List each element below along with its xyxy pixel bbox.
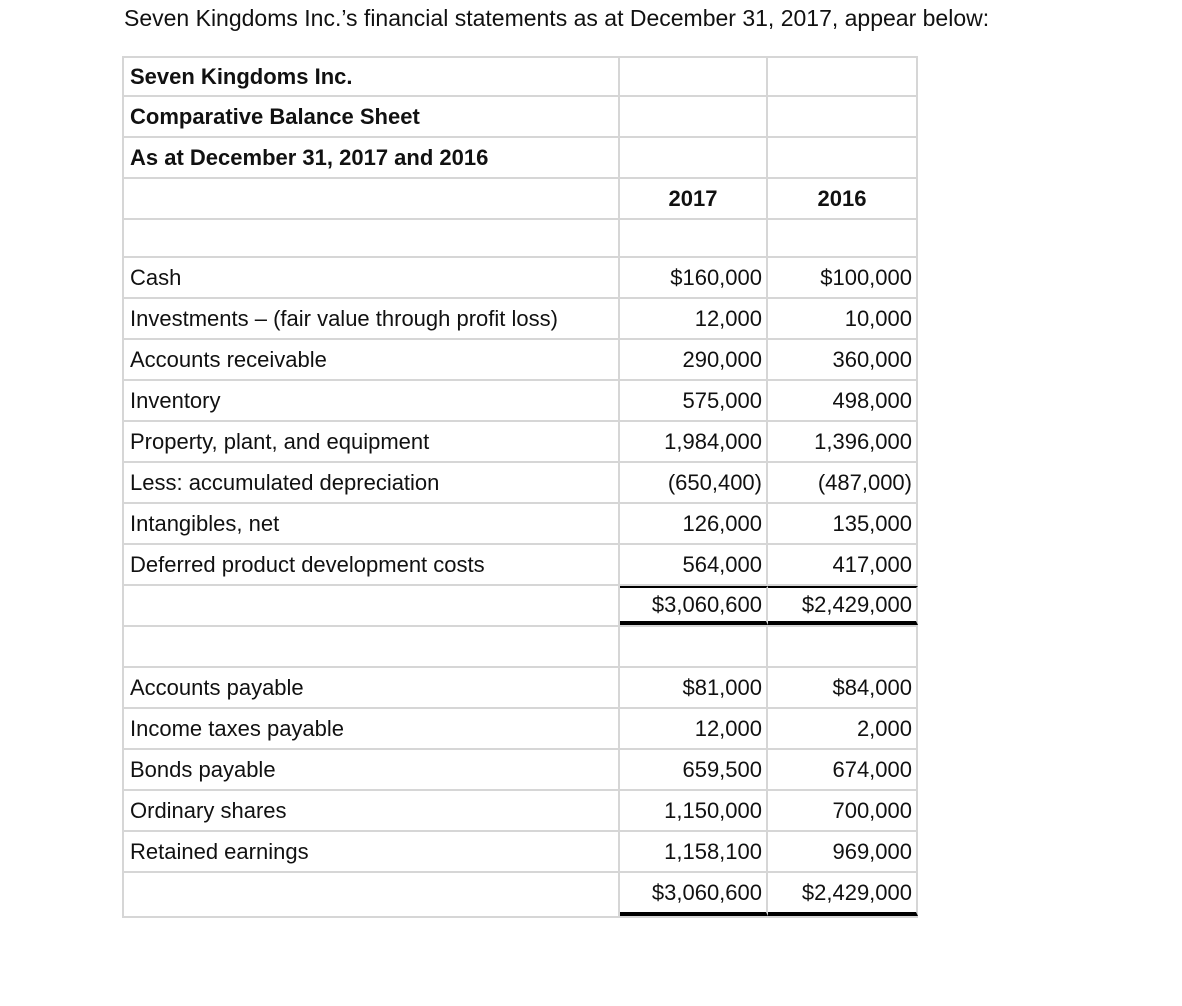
table-row: Income taxes payable 12,000 2,000 xyxy=(122,709,918,750)
table-row: Ordinary shares 1,150,000 700,000 xyxy=(122,791,918,832)
table-row: Accounts receivable 290,000 360,000 xyxy=(122,340,918,381)
assets-section xyxy=(122,258,918,627)
table-row: Less: accumulated depreciation (650,400) (487,000) xyxy=(122,463,918,504)
header-row-statement xyxy=(122,97,918,138)
table-row: Property, plant, and equipment 1,984,000 1,396,000 xyxy=(122,422,918,463)
assets-total-2016: $2,429,000 xyxy=(768,586,918,625)
statement-date: As at December 31, 2017 and 2016 xyxy=(122,138,620,177)
table-row: Bonds payable 659,500 674,000 xyxy=(122,750,918,791)
assets-total-row xyxy=(122,586,918,627)
spacer-row xyxy=(122,627,918,668)
liabilities-total-row xyxy=(122,873,918,918)
liabilities-section xyxy=(122,668,918,918)
table-row: Accounts payable $81,000 $84,000 xyxy=(122,668,918,709)
table-row: Intangibles, net 126,000 135,000 xyxy=(122,504,918,545)
table-row: Retained earnings 1,158,100 969,000 xyxy=(122,832,918,873)
column-header-2017: 2017 xyxy=(620,179,768,218)
company-name: Seven Kingdoms Inc. xyxy=(122,58,620,95)
column-header-2016: 2016 xyxy=(768,179,918,218)
header-row-date xyxy=(122,138,918,179)
liabilities-total-2016: $2,429,000 xyxy=(768,873,918,916)
statement-title: Comparative Balance Sheet xyxy=(122,97,620,136)
intro-text: Seven Kingdoms Inc.’s financial statements as at December 31, 2017, appear below: xyxy=(124,5,990,31)
liabilities-total-2017: $3,060,600 xyxy=(620,873,768,916)
balance-sheet-table xyxy=(122,56,918,918)
assets-total-2017: $3,060,600 xyxy=(620,586,768,625)
table-row: Investments – (fair value through profit loss) 12,000 10,000 xyxy=(122,299,918,340)
header-row-years xyxy=(122,179,918,220)
table-row: Inventory 575,000 498,000 xyxy=(122,381,918,422)
table-row: Cash $160,000 $100,000 xyxy=(122,258,918,299)
header-row-company xyxy=(122,56,918,97)
spacer-row xyxy=(122,220,918,258)
table-row: Deferred product development costs 564,000 417,000 xyxy=(122,545,918,586)
